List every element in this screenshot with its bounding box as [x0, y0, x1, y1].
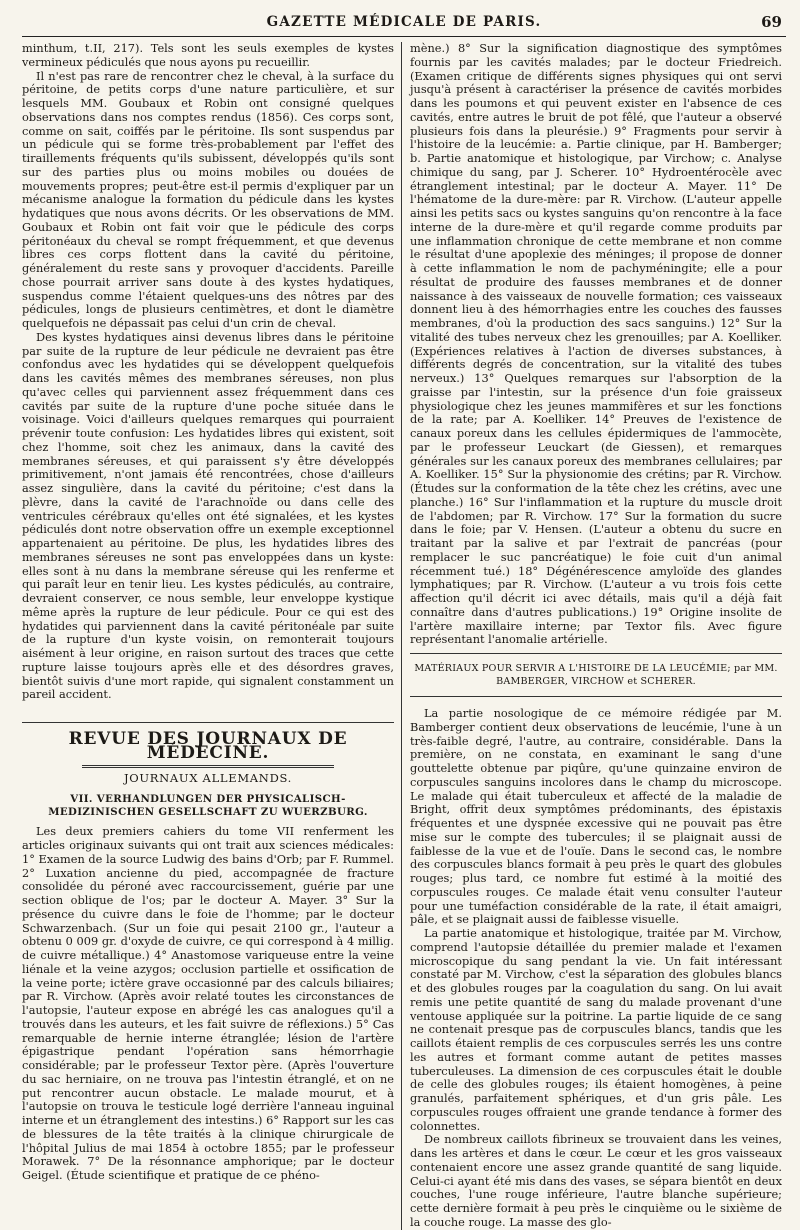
section-subtitle: JOURNAUX ALLEMANDS. — [123, 770, 293, 785]
right-column — [402, 42, 782, 1230]
paragraph: La partie anatomique et histologique, traitée par M. Virchow, comprend l'autopsie détaillée du premier malade et l'examen microscopique du sang pendant la vie. Un fait intéressant constaté par M. Virchow, c'est la séparation des globules blancs et des globules rouges par la coagulation du sang. On lui avait remis une petite quantité de sang du malade provenant d'une ventouse appliquée sur la poitrine. La partie liquide de ce sang ne contenait presque pas de corpuscules blancs, tandis que les caillots étaient remplis de ces corpuscules serrés les uns contre les autres et formant comme autant de petites masses tuberculeuses. La dimension de ces corpuscules était le double de celle des globules rouges; ils étaient homogènes, à peine granulés, parfaitement sphériques, et d'un gris pâle. Les corpuscules rouges offraient une grande tendance à former des colonnettes. — [410, 926, 782, 1133]
two-column-body — [22, 42, 786, 1230]
article-heading: MATÉRIAUX POUR SERVIR A L'HISTOIRE DE LA LEUCÉMIE; par MM. BAMBERGER, VIRCHOW et SCHERER. — [414, 663, 778, 687]
paragraph: mène.) 8° Sur la signification diagnostique des symptômes fournis par les cavités malades; par le docteur Friedreich. (Examen critique de différents signes physiques qui ont servi jusqu'à présent à caractériser la présence de cavités morbides dans les poumons et qui peuvent exister en l'absence de ces cavités, entre autres le bruit de pot fêlé, que l'auteur a observé plusieurs fois dans la pleurésie.) 9° Fragments pour servir à l'histoire de la leucémie: a. Partie clinique, par H. Bamberger; b. Partie anatomique et histologique, par Virchow; c. Analyse chimique du sang, par J. Scherer. 10° Hydroentérocèle avec étranglement intestinal; par le docteur A. Mayer. 11° De l'hématome de la dure-mère: par R. Virchow. (L'auteur appelle ainsi les petits sacs ou kystes sanguins qu'on rencontre à la face interne de la dure-mère et qu'il regarde comme produits par une inflammation chronique de cette membrane et non comme le résultat d'une apoplexie des méninges; il propose de donner à cette inflammation le nom de pachyméningite; elle a pour résultat de produire des fausses membranes et de donner naissance à des vaisseaux de nouvelle formation; ces vaisseaux donnent lieu à des hémorrhagies entre les couches des fausses membranes, d'où la production des sacs sanguins.) 12° Sur la vitalité des tubes nerveux chez les grenouilles; par A. Koelliker. (Expériences relatives à l'action de diverses substances, à différents degrés de concentration, sur la vitalité des tubes nerveux.) 13° Quelques remarques sur l'absorption de la graisse par l'intestin, sur la présence d'un foie graisseux physiologique chez les jeunes mammifères et sur les fonctions de la rate; par A. Koelliker. 14° Preuves de l'existence de canaux poreux dans les cellules épidermiques de l'ammocète, par le professeur Leuckart (de Giessen), et remarques générales sur les canaux poreux des membranes cellulaires; par A. Koelliker. 15° Sur la physionomie des crétins; par R. Virchow. (Études sur la conformation de la tête chez les crétins, avec une planche.) 16° Sur l'inflammation et la rupture du muscle droit de l'abdomen; par R. Virchow. 17° Sur la formation du sucre dans le foie; par V. Hensen. (L'auteur a obtenu du sucre en traitant par la salive et par l'extrait de pancréas (pour remplacer le suc pancréatique) le foie cuit d'un animal récemment tué.) 18° Dégénérescence amyloïde des glandes lymphatiques; par R. Virchow. (L'auteur a vu trois fois cette affection qu'il décrit ici avec détails, mais qu'il a déjà fait connaître dans d'autres publications.) 19° Origine insolite de l'artère maxillaire interne; par Textor fils. Avec figure représentant l'anomalie artérielle. — [410, 41, 782, 647]
page-header — [22, 10, 786, 37]
paragraph: Des kystes hydatiques ainsi devenus libres dans le péritoine par suite de la rupture de leur pédicule ne devraient pas être confondus avec les hydatides qui se développent quelquefois dans les cavités mêmes des membranes séreuses, non plus qu'avec celles qui parviennent assez fréquemment dans ces cavités par suite de la rupture d'une poche située dans le voisinage. Voici d'ailleurs quelques remarques qui pourraient prévenir toute confusion: Les hydatides libres qui existent, soit chez l'homme, soit chez les animaux, dans la cavité des membranes séreuses, et qui paraissent s'y être développés primitivement, n'ont jamais été rencontrées, chose d'ailleurs assez singulière, dans la cavité du péritoine; c'est dans la plèvre, dans la cavité de l'arachnoïde ou dans celle des ventricules cérébraux qu'elles ont été signalées, et les kystes pédiculés dont notre observation offre un exemple exceptionnel appartenaient au péritoine. De plus, les hydatides libres des membranes séreuses ne sont pas enveloppées dans un kyste: elles sont à nu dans la membrane séreuse qui les renferme et qui paraît leur en tenir lieu. Les kystes pédiculés, au contraire, devraient conserver, ce nous semble, leur enveloppe kystique même après la rupture de leur pédicule. Pour ce qui est des hydatides qui parviennent dans la cavité péritonéale par suite de la rupture d'un kyste voisin, on remonterait toujours aisément à leur origine, en raison surtout des traces que cette rupture laisse toujours après elle et des désordres graves, bientôt suivis d'une mort rapide, qui signalent constamment un pareil accident. — [22, 329, 394, 702]
page-number: 69 — [761, 13, 782, 31]
title-underline — [82, 765, 334, 768]
section-divider — [410, 696, 782, 697]
journal-title: GAZETTE MÉDICALE DE PARIS. — [266, 14, 542, 30]
paragraph: La partie nosologique de ce mémoire rédigée par M. Bamberger contient deux observations de leucémie, l'une à un très-faible degré, l'autre, au contraire, considérable. Dans la première, on ne constata, en examinant le sang d'une gouttelette obtenue par piqûre, qu'une quinzaine environ de corpuscules sanguins incolores dans le champ du microscope. Le malade qui était tuberculeux et affecté de la maladie de Bright, offrit deux symptômes prédominants, des épistaxis fréquentes et une dyspnée excessive qui ne pouvait pas être mise sur le compte des tubercules; il se plaignait aussi de faiblesse de la vue et de l'ouïe. Dans le second cas, le nombre des corpuscules blancs formait à peu près le quart des globules rouges; plus tard, ce nombre fut estimé à la moitié des corpuscules rouges. Ce malade était venu consulter l'auteur pour une tuméfaction considérable de la rate, il était amaigri, pâle, et se plaignait aussi de faiblesse visuelle. — [410, 706, 782, 927]
paragraph: minthum, t.II, 217). Tels sont les seuls exemples de kystes vermineux pédiculés que nous ayons pu recueillir. — [22, 41, 394, 69]
section-divider — [22, 722, 394, 723]
section-title: REVUE DES JOURNAUX DE MÉDECINE. — [68, 729, 348, 763]
paragraph: De nombreux caillots fibrineux se trouvaient dans les veines, dans les artères et dans le cœur. Le cœur et les gros vaisseaux contenaient encore une assez grande quantité de sang liquide. Celui-ci ayant été mis dans des vases, se sépara bientôt en deux couches, l'une rouge inférieure, l'autre blanche supérieure; cette dernière formait à peu près le cinquième ou le sixième de la couche rouge. La masse des glo- — [410, 1132, 782, 1229]
paragraph: Les deux premiers cahiers du tome VII renferment les articles originaux suivants qui ont trait aux sciences médicales: 1° Examen de la source Ludwig des bains d'Orb; par F. Rummel. 2° Luxation ancienne du pied, accompagnée de fracture consolidée du péroné avec raccourcissement, guérie par une section oblique de l'os; par le docteur A. Mayer. 3° Sur la présence du cuivre dans le foie de l'homme; par le docteur Schwarzenbach. (Sur un foie qui pesait 2100 gr., l'auteur a obtenu 0 009 gr. d'oxyde de cuivre, ce qui correspond à 4 millig. de cuivre métallique.) 4° Anastomose variqueuse entre la veine liénale et la veine azygos; occlusion partielle et ossification de la veine porte; ictère grave occasionné par des calculs biliaires; par R. Virchow. (Après avoir relaté toutes les circonstances de l'autopsie, l'auteur expose en abrégé les cas analogues qu'il a trouvés dans les auteurs, et les fait suivre de réflexions.) 5° Cas remarquable de hernie interne étranglée; lésion de l'artère épigastrique pendant l'opération sans hémorrhagie considérable; par le professeur Textor père. (Après l'ouverture du sac herniaire, on ne trouva pas l'intestin étranglé, et on ne put rencontrer aucun obstacle. Le malade mourut, et à l'autopsie on trouva le testicule logé derrière l'anneau inguinal interne et un étranglement des intestins.) 6° Rapport sur les cas de blessures de la tête traités à la clinique chirurgicale de l'hôpital Julius de mai 1854 à octobre 1855; par le professeur Morawek. 7° De la résonnance amphorique; par le docteur Geigel. (Étude scientifique et pratique de ce phéno- — [22, 824, 394, 1182]
article-heading: VII. VERHANDLUNGEN DER PHYSICALISCH-MEDIZINISCHEN GESELLSCHAFT ZU WUERZBURG. — [48, 793, 368, 819]
section-divider — [410, 653, 782, 654]
paragraph: Il n'est pas rare de rencontrer chez le cheval, à la surface du péritoine, de petits corps d'une nature particulière, et sur lesquels MM. Goubaux et Robin ont consigné quelques observations dans nos comptes rendus (1856). Ces corps sont, comme on sait, coiffés par le péritoine. Ils sont suspendus par un pédicule qui se forme très-probablement par l'effet des tiraillements fréquents qu'ils subissent, développés qu'ils sont sur des parties plus ou moins mobiles ou douées de mouvements propres; peut-être est-il permis d'expliquer par un mécanisme analogue la formation du pédicule dans les kystes hydatiques que nous avons décrits. Or les observations de MM. Goubaux et Robin ont fait voir que le pédicule des corps péritonéaux du cheval se rompt fréquemment, et que devenus libres ces corps flottent dans la cavité du péritoine, généralement du reste sans y provoquer d'accidents. Pareille chose pourrait arriver sans doute à des kystes hydatiques, suspendus comme l'étaient quelques-uns des nôtres par des pédicules, longs de plusieurs centimètres, et dont le diamètre quelquefois ne dépassait pas celui d'un crin de cheval. — [22, 68, 394, 330]
left-column — [22, 42, 402, 1230]
